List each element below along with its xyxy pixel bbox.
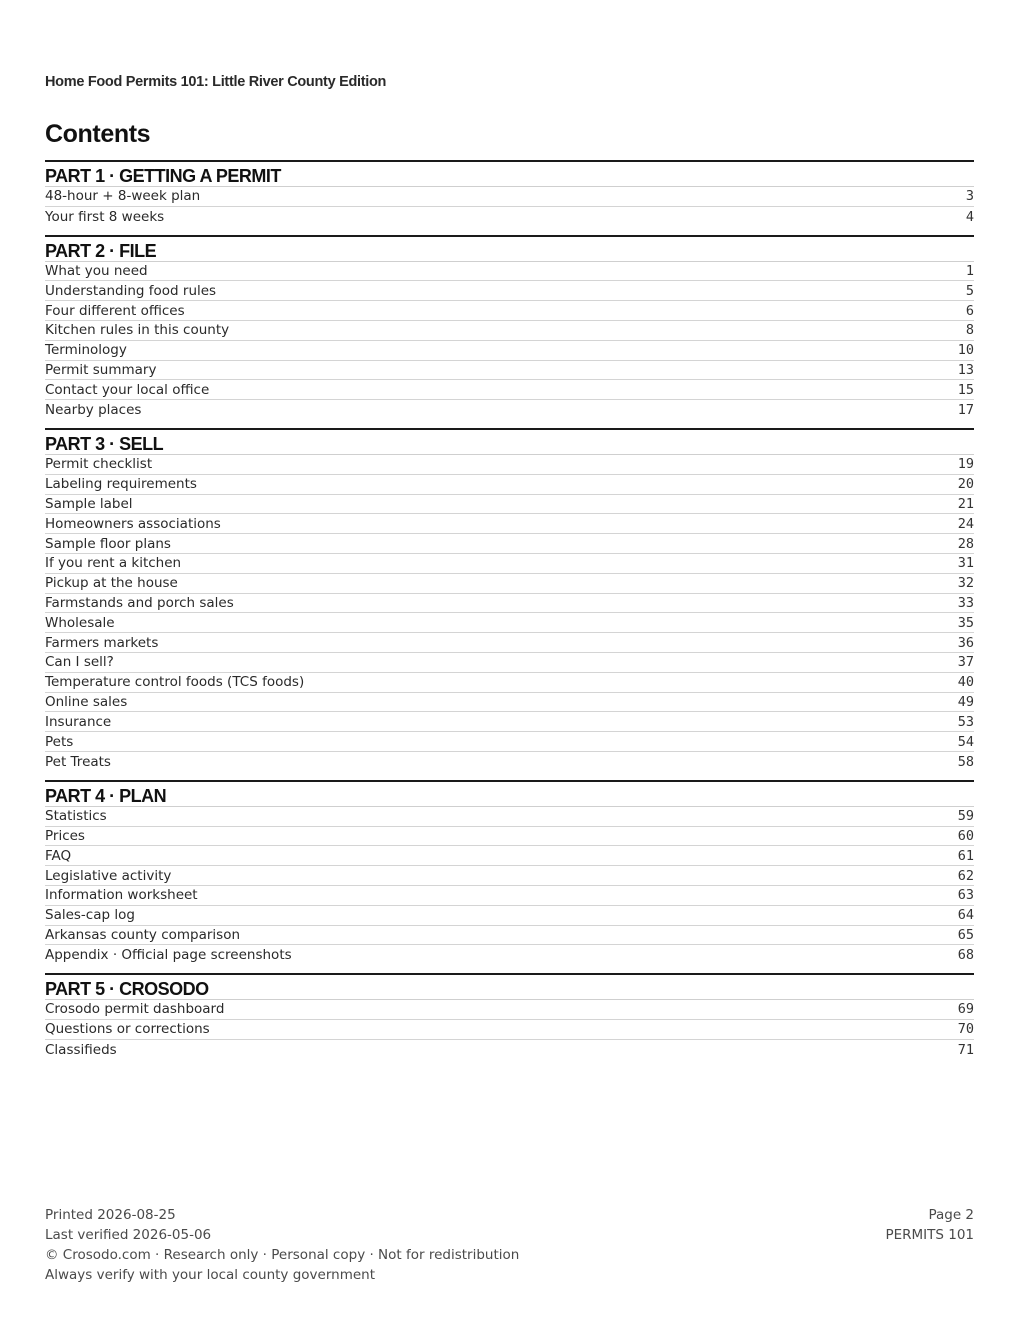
toc-entry[interactable] (45, 1040, 974, 1060)
toc-entry-page-number: 69 (957, 1001, 974, 1018)
page-number: Page 2 (928, 1207, 974, 1223)
toc-entry-page-number: 17 (957, 402, 974, 419)
toc-entry[interactable] (45, 207, 974, 227)
toc-entry-label: Pet Treats (45, 753, 111, 770)
toc-entry-label: 48-hour + 8-week plan (45, 188, 201, 205)
toc-entry-page-number: 63 (957, 887, 974, 904)
toc-entry-page-number: 24 (957, 515, 974, 532)
toc-entry-page-number: 36 (957, 634, 974, 651)
toc-entry-label: Four different offices (45, 302, 185, 319)
toc-entry-label: Online sales (45, 693, 128, 710)
toc-entry-label: Sample label (45, 495, 133, 512)
toc-entry-label: Insurance (45, 713, 112, 730)
toc-entry-label: Information worksheet (45, 887, 198, 904)
toc-entry[interactable] (45, 262, 974, 282)
toc-entry-label: Nearby places (45, 402, 142, 419)
toc-entry[interactable] (45, 534, 974, 554)
toc-entry-label: Temperature control foods (TCS foods) (45, 674, 305, 691)
toc-entry-label: Legislative activity (45, 867, 172, 884)
toc-entry-page-number: 68 (957, 947, 974, 964)
toc-entry-label: Sample floor plans (45, 535, 171, 552)
toc-entry[interactable] (45, 693, 974, 713)
toc-entry-label: If you rent a kitchen (45, 555, 182, 572)
toc-entry-page-number: 54 (957, 733, 974, 750)
toc-entry-label: Farmstands and porch sales (45, 594, 234, 611)
toc-part-3 (45, 428, 974, 772)
toc-entry-page-number: 3 (965, 188, 974, 205)
toc-entry[interactable] (45, 455, 974, 475)
toc-entry[interactable] (45, 613, 974, 633)
toc-entry-page-number: 53 (957, 713, 974, 730)
toc-entry[interactable] (45, 752, 974, 772)
toc-entry-page-number: 64 (957, 907, 974, 924)
toc-entry-page-number: 60 (957, 827, 974, 844)
toc-entry[interactable] (45, 475, 974, 495)
toc-entry-label: Contact your local office (45, 381, 210, 398)
toc-entry[interactable] (45, 574, 974, 594)
toc-entry-label: What you need (45, 262, 148, 279)
toc-entry-label: Statistics (45, 808, 107, 825)
verify-notice: Always verify with your local county government (45, 1267, 375, 1283)
part-heading: PART 3 · SELL (45, 428, 974, 455)
toc-entry[interactable] (45, 1000, 974, 1020)
contents-heading: Contents (45, 120, 151, 148)
toc-entry-label: FAQ (45, 847, 72, 864)
toc-entry[interactable] (45, 495, 974, 515)
toc-entry-label: Your first 8 weeks (45, 208, 165, 225)
part-heading: PART 1 · GETTING A PERMIT (45, 160, 974, 187)
copyright-notice: © Crosodo.com · Research only · Personal copy · Not for redistribution (45, 1247, 520, 1263)
toc-entry-page-number: 32 (957, 575, 974, 592)
toc-entry[interactable] (45, 886, 974, 906)
toc-entry[interactable] (45, 301, 974, 321)
toc-entry[interactable] (45, 633, 974, 653)
toc-entry-page-number: 59 (957, 808, 974, 825)
toc-entry-label: Questions or corrections (45, 1021, 210, 1038)
toc-entry[interactable] (45, 945, 974, 965)
toc-entry[interactable] (45, 281, 974, 301)
toc-entry-page-number: 15 (957, 381, 974, 398)
toc-entry[interactable] (45, 380, 974, 400)
toc-entry-page-number: 31 (957, 555, 974, 572)
toc-entry[interactable] (45, 1020, 974, 1040)
toc-entry-page-number: 28 (957, 535, 974, 552)
toc-entry-page-number: 8 (965, 322, 974, 339)
toc-part-4 (45, 780, 974, 965)
toc-entry[interactable] (45, 712, 974, 732)
toc-entry-label: Appendix · Official page screenshots (45, 947, 292, 964)
toc-entry-label: Pets (45, 733, 74, 750)
toc-entry-label: Kitchen rules in this county (45, 322, 230, 339)
part-heading: PART 4 · PLAN (45, 780, 974, 807)
toc-entry[interactable] (45, 554, 974, 574)
table-of-contents (45, 160, 974, 1067)
toc-entry-page-number: 33 (957, 594, 974, 611)
toc-entry[interactable] (45, 827, 974, 847)
toc-entry[interactable] (45, 361, 974, 381)
toc-entry[interactable] (45, 341, 974, 361)
toc-entry[interactable] (45, 807, 974, 827)
toc-entry-label: Can I sell? (45, 654, 114, 671)
document-title: Home Food Permits 101: Little River County Edition (45, 74, 387, 90)
toc-entry-label: Farmers markets (45, 634, 159, 651)
toc-entry[interactable] (45, 906, 974, 926)
toc-entry-page-number: 6 (965, 302, 974, 319)
toc-entry-page-number: 20 (957, 476, 974, 493)
toc-entry-label: Wholesale (45, 614, 115, 631)
toc-entry[interactable] (45, 594, 974, 614)
toc-entry-page-number: 19 (957, 456, 974, 473)
last-verified-date: Last verified 2026-05-06 (45, 1227, 212, 1243)
part-heading: PART 2 · FILE (45, 235, 974, 262)
toc-entry-page-number: 58 (957, 753, 974, 770)
toc-entry-label: Crosodo permit dashboard (45, 1001, 225, 1018)
toc-part-1 (45, 160, 974, 227)
footer-left (45, 1205, 519, 1285)
toc-entry[interactable] (45, 514, 974, 534)
toc-entry[interactable] (45, 400, 974, 420)
series-name: PERMITS 101 (885, 1227, 974, 1243)
toc-entry-label: Labeling requirements (45, 476, 197, 493)
toc-entry-page-number: 62 (957, 867, 974, 884)
toc-entry-page-number: 49 (957, 693, 974, 710)
toc-entry-label: Permit summary (45, 361, 157, 378)
toc-entry-page-number: 1 (965, 262, 974, 279)
toc-entry-page-number: 65 (957, 926, 974, 943)
toc-entry-page-number: 70 (957, 1021, 974, 1038)
toc-entry-page-number: 5 (965, 282, 974, 299)
toc-entry-label: Sales-cap log (45, 907, 135, 924)
toc-entry[interactable] (45, 732, 974, 752)
toc-part-5 (45, 973, 974, 1059)
toc-entry[interactable] (45, 321, 974, 341)
toc-entry-label: Arkansas county comparison (45, 926, 241, 943)
toc-entry-label: Prices (45, 827, 85, 844)
toc-entry[interactable] (45, 673, 974, 693)
toc-entry-page-number: 10 (957, 342, 974, 359)
toc-entry-label: Pickup at the house (45, 575, 178, 592)
toc-entry-label: Classifieds (45, 1041, 117, 1058)
toc-entry[interactable] (45, 187, 974, 207)
toc-part-2 (45, 235, 974, 420)
toc-entry-page-number: 40 (957, 674, 974, 691)
toc-entry[interactable] (45, 866, 974, 886)
toc-entry[interactable] (45, 926, 974, 946)
toc-entry-label: Understanding food rules (45, 282, 217, 299)
toc-entry-page-number: 13 (957, 361, 974, 378)
part-heading: PART 5 · CROSODO (45, 973, 974, 1000)
footer-right (885, 1205, 974, 1245)
toc-entry-page-number: 71 (957, 1041, 974, 1058)
toc-entry[interactable] (45, 846, 974, 866)
printed-date: Printed 2026-08-25 (45, 1207, 176, 1223)
toc-entry[interactable] (45, 653, 974, 673)
toc-entry-page-number: 61 (957, 847, 974, 864)
toc-entry-page-number: 37 (957, 654, 974, 671)
toc-entry-label: Permit checklist (45, 456, 153, 473)
toc-entry-page-number: 21 (957, 495, 974, 512)
toc-entry-page-number: 4 (965, 208, 974, 225)
toc-entry-page-number: 35 (957, 614, 974, 631)
toc-entry-label: Homeowners associations (45, 515, 221, 532)
toc-entry-label: Terminology (45, 342, 127, 359)
